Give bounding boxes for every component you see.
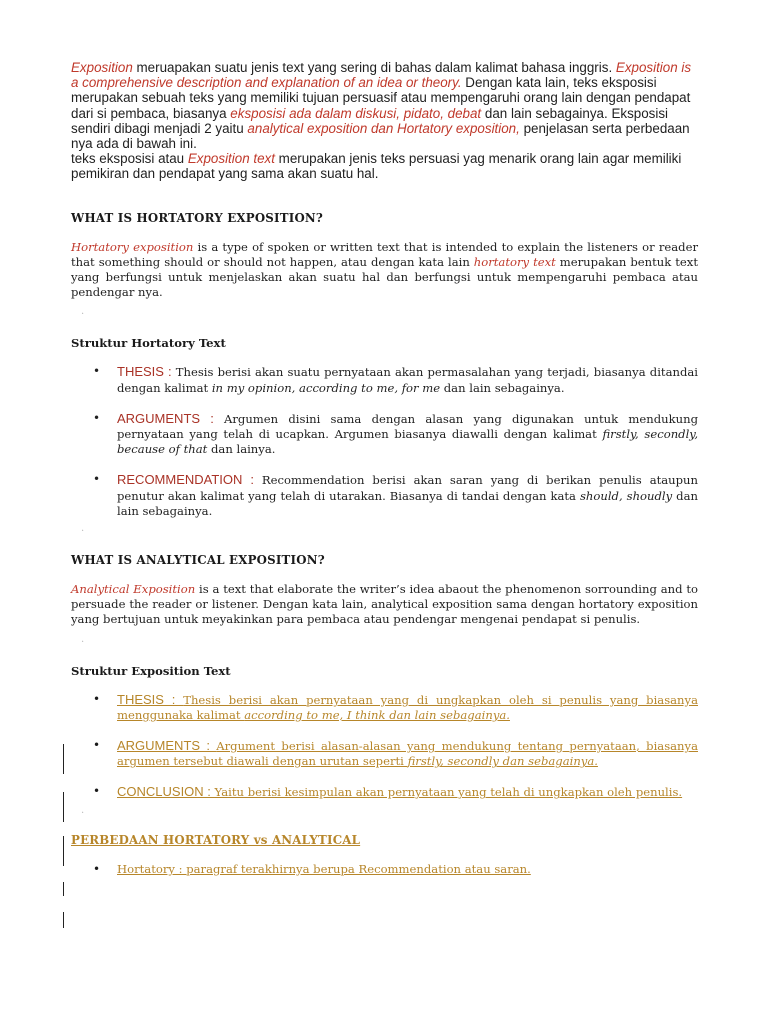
- list-item: • ARGUMENTS : Argumen disini sama dengan alasan yang digunakan untuk mendukung pernyataan yang telah di ucapkan. Argumen biasanya diawalli dengan kalimat firstly, secondly, because of that dan lainya.: [93, 410, 698, 457]
- change-bar: [63, 836, 64, 866]
- list-item: • THESIS : Thesis berisi akan pernyataan yang di ungkapkan oleh si penulis yang biasanya menggunaka kalimat according to me, I think dan lain sebagainya.: [93, 691, 698, 722]
- bullet-icon: •: [93, 738, 101, 753]
- list-item: • CONCLUSION : Yaitu berisi kesimpulan akan pernyataan yang telah di ungkapkan oleh penulis.: [93, 784, 683, 800]
- document-body: [71, 60, 698, 877]
- empty-paragraph-mark: .: [81, 523, 85, 535]
- empty-paragraph-mark: .: [81, 804, 85, 816]
- list-item: • ARGUMENTS : Argument berisi alasan-alasan yang mendukung tentang pernyataan, biasanya argumen tersebut diawali dengan urutan seperti firstly, secondly dan sebagainya.: [93, 738, 698, 769]
- bullet-icon: •: [93, 410, 101, 425]
- bullet-icon: •: [93, 784, 101, 799]
- section-heading-hortatory: WHAT IS HORTATORY EXPOSITION?: [71, 210, 324, 225]
- analytical-paragraph: Analytical Exposition is a text that elaborate the writer’s idea abaout the phenomenon sorrounding and to persuade the reader or listener. Dengan kata lain, analytical exposition sama dengan hortatory exposition yang bertujuan untuk meyakinkan para pembaca atau pendengar mengenai pendapat si penulis.: [71, 582, 698, 627]
- change-bar: [63, 912, 64, 928]
- hortatory-structure-list: [71, 364, 698, 519]
- empty-paragraph-mark: .: [81, 633, 85, 645]
- section-heading-perbedaan: PERBEDAAN HORTATORY vs ANALYTICAL: [71, 832, 361, 847]
- struktur-exposition-heading: Struktur Exposition Text: [71, 663, 231, 678]
- bullet-icon: •: [93, 472, 101, 487]
- hortatory-paragraph: Hortatory exposition is a type of spoken or written text that is intended to explain the listeners or reader that something should or should not happen, atau dengan kata lain hortatory text merupakan bentuk text yang berfungsi untuk menjelaskan akan suatu hal dan berfungsi untuk mempengaruhi pembaca atau pendengar nya.: [71, 239, 698, 300]
- perbedaan-list: [71, 862, 698, 877]
- change-bar: [63, 882, 64, 896]
- list-item: • Hortatory : paragraf terakhirnya berupa Recommendation atau saran.: [93, 861, 531, 876]
- analytical-structure-list: [71, 692, 698, 801]
- intro-term: Exposition: [71, 60, 133, 75]
- bullet-icon: •: [93, 861, 101, 876]
- list-item: • THESIS : Thesis berisi akan suatu pernyataan akan permasalahan yang terjadi, biasanya ditandai dengan kalimat in my opinion, according to me, for me dan lain sebagainya.: [93, 364, 698, 395]
- change-bar: [63, 744, 64, 774]
- change-bar: [63, 792, 64, 822]
- section-heading-analytical: WHAT IS ANALYTICAL EXPOSITION?: [71, 553, 325, 568]
- empty-paragraph-mark: .: [81, 306, 85, 318]
- intro-paragraph: Exposition meruapakan suatu jenis text yang sering di bahas dalam kalimat bahasa inggris. Exposition is a comprehensive description and explanation of an idea or theory. Dengan kata lain, teks eksposisi merupakan sebuah teks yang memiliki tujuan persuasif atau mempengaruhi orang lain dengan pendapat dari si pembaca, biasanya eksposisi ada dalam diskusi, pidato, debat dan lain sebagainya. Eksposisi sendiri dibagi menjadi 2 yaitu analytical exposition dan Hortatory exposition, penjelasan serta perbedaan nya ada di bawah ini. teks eksposisi atau Exposition text merupakan jenis teks persuasi yag menarik orang lain agar memiliki pemikiran dan pendapat yang sama akan suatu hal.: [71, 60, 692, 182]
- struktur-hortatory-heading: Struktur Hortatory Text: [71, 336, 226, 351]
- bullet-icon: •: [93, 691, 101, 706]
- list-item: • RECOMMENDATION : Recommendation berisi akan saran yang di berikan penulis ataupun penutur akan kalimat yang telah di utarakan. Biasanya di tandai dengan kata should, shoudly dan lain sebagainya.: [93, 472, 698, 518]
- bullet-icon: •: [93, 364, 101, 379]
